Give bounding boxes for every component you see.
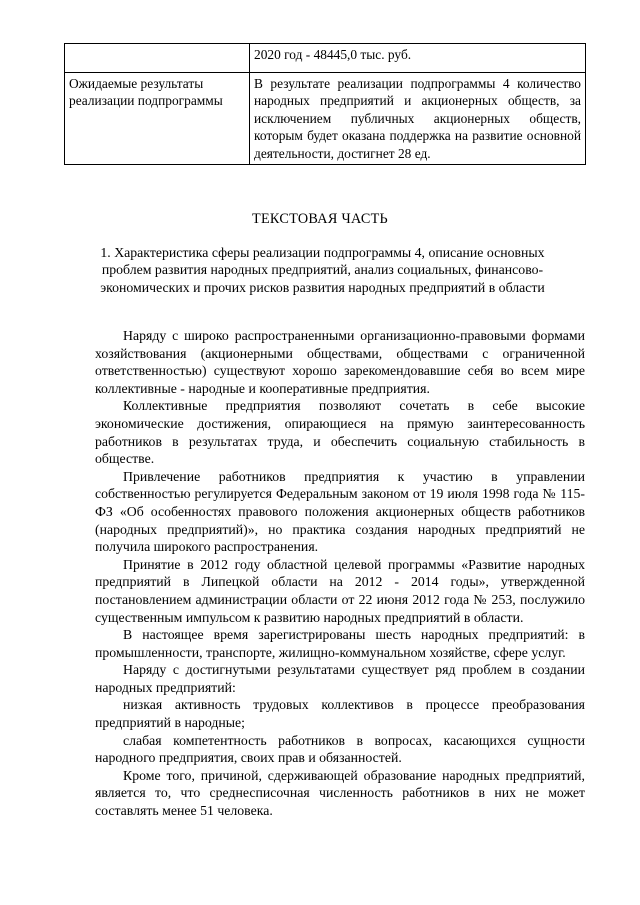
table-cell-expected-results: В результате реализации подпрограммы 4 количество народных предприятий и акционерных обществ, за исключением публичных акционерных обществ, которым будет оказана поддержка на развитие основной деятельности, достигнет 28 ед. <box>250 73 586 165</box>
paragraph: Кроме того, причиной, сдерживающей образование народных предприятий, является то, что среднесписочная численность работников в них не может составлять менее 51 человека. <box>95 767 585 819</box>
paragraph: Наряду с широко распространенными организационно-правовыми формами хозяйствования (акционерными обществами, обществами с ограниченной ответственностью) существуют хорошо зарекомендовавшие себя во всем мире коллективные - народные и кооперативные предприятия. <box>95 328 585 396</box>
chapter-heading: 1. Характеристика сферы реализации подпрограммы 4, описание основных проблем развития народных предприятий, анализ социальных, финансово-экономических и прочих рисков развития народных предприятий в области <box>100 245 545 295</box>
section-title: ТЕКСТОВАЯ ЧАСТЬ <box>252 211 388 227</box>
table-cell-funding: 2020 год - 48445,0 тыс. руб. <box>250 44 586 73</box>
list-item: слабая компетентность работников в вопросах, касающихся сущности народного предприятия, своих прав и обязанностей. <box>95 732 585 766</box>
paragraph: Наряду с достигнутыми результатами существует ряд проблем в создании народных предприятий: <box>95 662 585 695</box>
body-text <box>95 327 585 820</box>
paragraph: Коллективные предприятия позволяют сочетать в себе высокие экономические достижения, опирающиеся на прямую заинтересованность работников в результатах труда, и обеспечить социальную стабильность в обществе. <box>95 398 585 467</box>
paragraph: В настоящее время зарегистрированы шесть народных предприятий: в промышленности, транспорте, жилищно-коммунальном хозяйстве, сфере услуг. <box>95 627 585 660</box>
table-row <box>65 44 586 73</box>
program-info-table <box>64 43 586 165</box>
paragraph: Принятие в 2012 году областной целевой программы «Развитие народных предприятий в Липецкой области на 2012 - 2014 годы», утвержденной постановлением администрации области от 22 июня 2012 года № 253, послужило существенным импульсом к развитию народных предприятий в области. <box>95 556 585 625</box>
table-row <box>65 73 586 165</box>
table-cell-label: Ожидаемые результаты реализации подпрограммы <box>65 73 250 165</box>
table-cell-label <box>65 44 250 73</box>
list-item: низкая активность трудовых коллективов в процессе преобразования предприятий в народные; <box>95 697 585 731</box>
paragraph: Привлечение работников предприятия к участию в управлении собственностью регулируется Федеральным законом от 19 июля 1998 года № 115-ФЗ «Об особенностях правового положения акционерных обществ работников (народных предприятий)», но практика создания народных предприятий не получила широкого распространения. <box>95 468 585 555</box>
